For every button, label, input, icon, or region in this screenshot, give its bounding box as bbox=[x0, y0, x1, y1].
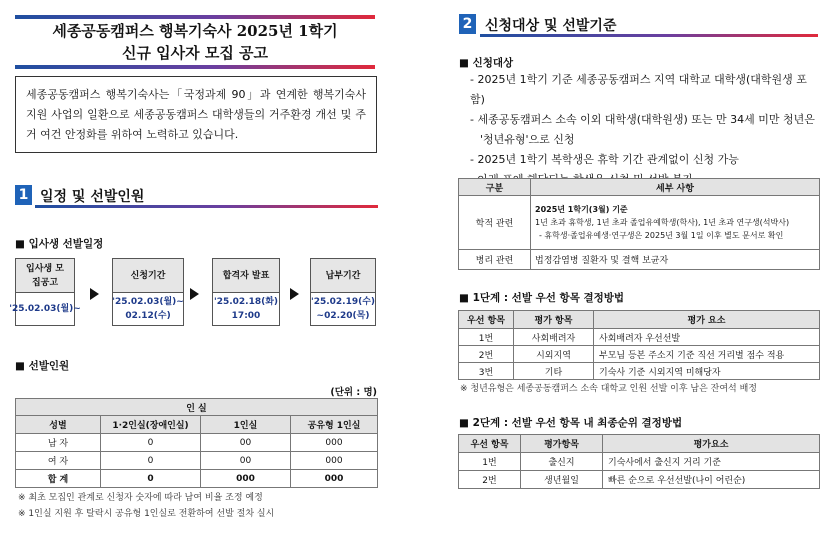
table-row-total bbox=[16, 470, 378, 488]
table-cell: 000 bbox=[201, 470, 291, 488]
schedule-step-head: 신청기간 bbox=[113, 259, 183, 293]
table-row bbox=[459, 471, 820, 489]
exclusion-col-header: 구분 bbox=[459, 179, 531, 196]
schedule-heading: ■ 입사생 선발일정 bbox=[15, 238, 104, 250]
table-cell: 생년월일 bbox=[521, 471, 603, 489]
table-cell: 사회배려자 bbox=[514, 329, 594, 346]
table-cell: 2번 bbox=[459, 346, 514, 363]
quota-table bbox=[15, 398, 378, 488]
table-cell bbox=[531, 196, 820, 250]
schedule-step-head: 입사생 모집공고 bbox=[16, 259, 74, 293]
exclusion-line: 2025년 1학기(3월) 기준 bbox=[535, 205, 628, 214]
exclusion-col-header: 세부 사항 bbox=[531, 179, 820, 196]
stage1-col-header: 우선 항목 bbox=[459, 311, 514, 329]
schedule-step bbox=[310, 258, 376, 326]
section1-underline bbox=[35, 205, 378, 208]
schedule-step-body: '25.02.19(수) ~02.20(목) bbox=[310, 297, 376, 321]
exclusion-table bbox=[458, 178, 820, 270]
table-cell: 학적 관련 bbox=[459, 196, 531, 250]
arrow-right-icon bbox=[190, 288, 199, 300]
stage2-col-header: 평가항목 bbox=[521, 435, 603, 453]
table-cell: 빠른 순으로 우선선발(나이 어린순) bbox=[603, 471, 820, 489]
table-cell: 기숙사에서 출신지 거리 기준 bbox=[603, 453, 820, 471]
table-cell: 남 자 bbox=[16, 434, 101, 452]
table-cell: 법정감염병 질환자 및 결핵 보균자 bbox=[531, 250, 820, 270]
table-cell: 000 bbox=[291, 452, 378, 470]
schedule-step-head: 납부기간 bbox=[311, 259, 375, 293]
quota-note: ※ 최초 모집인 관계로 신청자 숫자에 따라 남여 비율 조정 예정 bbox=[18, 493, 263, 503]
target-heading: ■ 신청대상 bbox=[459, 57, 514, 69]
table-cell: 1번 bbox=[459, 329, 514, 346]
intro-box bbox=[15, 76, 377, 153]
table-cell: 병리 관련 bbox=[459, 250, 531, 270]
title-line-1: 세종공동캠퍼스 행복기숙사 2025년 1학기 bbox=[52, 22, 338, 40]
section2-underline bbox=[480, 34, 818, 37]
table-row bbox=[16, 434, 378, 452]
stage1-table bbox=[458, 310, 820, 380]
table-row bbox=[16, 452, 378, 470]
table-cell: 1번 bbox=[459, 453, 521, 471]
quota-heading: ■ 선발인원 bbox=[15, 360, 70, 372]
section2-title: 신청대상 및 선발기준 bbox=[485, 18, 617, 34]
table-row bbox=[459, 196, 820, 250]
table-cell: 000 bbox=[291, 470, 378, 488]
table-row bbox=[459, 250, 820, 270]
table-cell: 부모님 등본 주소지 기준 직선 거리별 점수 적용 bbox=[594, 346, 820, 363]
table-cell: 00 bbox=[201, 452, 291, 470]
schedule-step-body: '25.02.03(월)~ 02.12(수) bbox=[112, 297, 184, 321]
schedule-step-body: '25.02.18(화) 17:00 bbox=[213, 297, 279, 321]
list-item: - 2025년 1학기 복학생은 휴학 기간 관계없이 신청 가능 bbox=[470, 153, 739, 166]
quota-col-header: 1인실 bbox=[201, 416, 291, 434]
table-cell: 출신지 bbox=[521, 453, 603, 471]
title-bottom-bar bbox=[15, 65, 375, 69]
list-item: - 세종공동캠퍼스 소속 이외 대학생(대학원생) 또는 만 34세 미만 청년은 bbox=[470, 113, 815, 126]
table-cell: 합 계 bbox=[16, 470, 101, 488]
schedule-step bbox=[112, 258, 184, 326]
stage1-note: ※ 청년유형은 세종공동캠퍼스 소속 대학교 인원 선발 이후 남은 잔여석 배정 bbox=[460, 384, 757, 394]
table-cell: 여 자 bbox=[16, 452, 101, 470]
intro-text: 세종공동캠퍼스 행복기숙사는「국정과제 90」과 연계한 행복기숙사 지원 사업의 일환으로 세종공동캠퍼스 대학생들의 거주환경 개선 및 주거 여건 안정화를 위하여 노력하고 있습니다. bbox=[26, 88, 366, 141]
exclusion-line: 1년 초과 휴학생, 1년 초과 졸업유예학생(학사), 1년 초과 연구생(석박사) bbox=[535, 218, 790, 227]
schedule-step-head: 합격자 발표 bbox=[213, 259, 279, 293]
table-row bbox=[459, 346, 820, 363]
table-cell: 2번 bbox=[459, 471, 521, 489]
arrow-right-icon bbox=[290, 288, 299, 300]
table-cell: 000 bbox=[291, 434, 378, 452]
quota-col-header: 공유형 1인실 bbox=[291, 416, 378, 434]
table-row bbox=[459, 329, 820, 346]
table-cell: 0 bbox=[101, 434, 201, 452]
exclusion-line: - 휴학생·졸업유예생·연구생은 2025년 3월 1일 이후 별도 문서로 확인 bbox=[539, 231, 784, 240]
table-row bbox=[459, 363, 820, 380]
section1-title: 일정 및 선발인원 bbox=[40, 189, 145, 205]
schedule-step-body: '25.02.03(월)~ bbox=[9, 304, 81, 314]
table-cell: 시외지역 bbox=[514, 346, 594, 363]
quota-note: ※ 1인실 지원 후 탈락시 공유형 1인실로 전환하여 선발 절차 실시 bbox=[18, 509, 275, 519]
list-item: - 2025년 1학기 기준 세종공동캠퍼스 지역 대학교 대학생(대학원생 포함) bbox=[470, 73, 807, 106]
section2-number: 2 bbox=[459, 14, 476, 34]
schedule-step bbox=[9, 258, 81, 326]
title-top-bar bbox=[15, 15, 375, 19]
stage2-table bbox=[458, 434, 820, 489]
table-cell: 3번 bbox=[459, 363, 514, 380]
table-cell: 00 bbox=[201, 434, 291, 452]
target-list bbox=[470, 70, 820, 190]
page-title bbox=[15, 20, 375, 64]
stage1-col-header: 평가 요소 bbox=[594, 311, 820, 329]
stage2-col-header: 평가요소 bbox=[603, 435, 820, 453]
arrow-right-icon bbox=[90, 288, 99, 300]
section1-number: 1 bbox=[15, 185, 32, 205]
table-cell: 사회배려자 우선선발 bbox=[594, 329, 820, 346]
quota-col-header: 1·2인실(장애인실) bbox=[101, 416, 201, 434]
schedule-step bbox=[212, 258, 280, 326]
list-item: '청년유형'으로 신청 bbox=[480, 133, 575, 146]
table-row bbox=[459, 453, 820, 471]
quota-group-header: 인 실 bbox=[16, 399, 378, 416]
stage2-heading: ■ 2단계 : 선발 우선 항목 내 최종순위 결정방법 bbox=[459, 417, 683, 429]
quota-col-header: 성별 bbox=[16, 416, 101, 434]
unit-label: (단위 : 명) bbox=[330, 387, 377, 398]
stage2-col-header: 우선 항목 bbox=[459, 435, 521, 453]
title-line-2: 신규 입사자 모집 공고 bbox=[121, 44, 269, 62]
stage1-col-header: 평가 항목 bbox=[514, 311, 594, 329]
table-cell: 0 bbox=[101, 452, 201, 470]
table-cell: 기타 bbox=[514, 363, 594, 380]
table-cell: 기숙사 기준 시외지역 미해당자 bbox=[594, 363, 820, 380]
stage1-heading: ■ 1단계 : 선발 우선 항목 결정방법 bbox=[459, 292, 625, 304]
table-cell: 0 bbox=[101, 470, 201, 488]
